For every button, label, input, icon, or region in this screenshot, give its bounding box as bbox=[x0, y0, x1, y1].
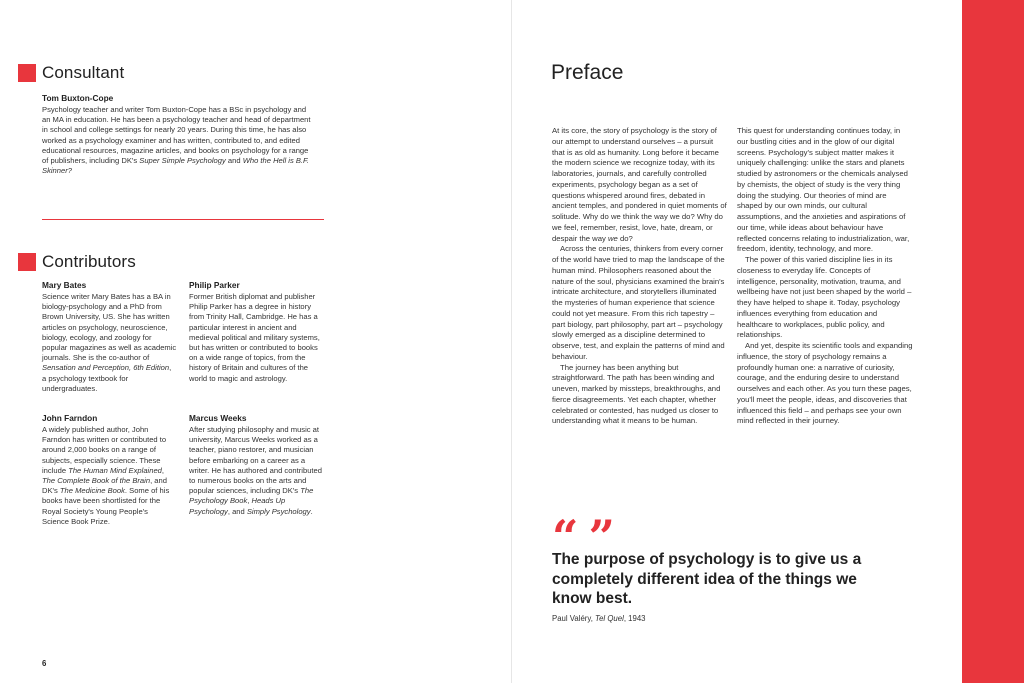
contributor-name: Marcus Weeks bbox=[189, 413, 247, 423]
contributor-bio: After studying philosophy and music at university, Marcus Weeks worked as a teacher, piano restorer, and musician before embarking on a career as a writer. He has authored and contributed to numerous books on the arts and popular sciences, including DK's The Psychology Book, Heads Up Psychology, and Simply Psychology. bbox=[189, 425, 322, 516]
red-edge-band bbox=[962, 0, 1024, 683]
contributor-name: John Farndon bbox=[42, 413, 98, 423]
preface-paragraph: And yet, despite its scientific tools and expanding influence, the story of psychology remains a profoundly human one: a narrative of curiosity, courage, and the enduring desire to understand ourselves and each other. As you turn these pages, you'll meet the people, ideas, and discoveries that influenced this field – and perhaps see your own mind reflected in their journey. bbox=[737, 341, 913, 426]
page-number: 6 bbox=[42, 659, 47, 668]
quote-marks bbox=[552, 514, 615, 542]
preface-paragraph: This quest for understanding continues today, in our bustling cities and in the glow of our digital screens. Psychology's subject matter makes it uniquely challenging: unlike the stars and planets studied by astronomers or the chemicals analysed by chemists, the object of study is the very thing doing the studying. Our theories of mind are shaped by our own minds, our cultural assumptions, and the anxieties and aspirations of our time, while ideas about behaviour have reflected concerns relating to industrialization, war, freedom, identity, technology, and more. bbox=[737, 126, 910, 254]
close-quote-icon: ” bbox=[588, 514, 615, 542]
contributor-name: Mary Bates bbox=[42, 280, 87, 290]
quote-attribution: Paul Valéry, Tel Quel, 1943 bbox=[552, 614, 646, 623]
consultant-block bbox=[42, 93, 312, 176]
preface-paragraph: The journey has been anything but straightforward. The path has been winding and uneven, marked by missteps, breakthroughs, and fierce disagreements. Yet each chapter, whether celebrated or contested, has nudged us closer to understanding what it means to be human. bbox=[552, 362, 721, 426]
contributor-bio: Science writer Mary Bates has a BA in biology-psychology and a PhD from Brown University, US. She has written articles on psychology, neuroscience, biology, ecology, and zoology for popular magazines as well as academic journals. She is the co-author of Sensation and Perception, 6th Edition, a psychology textbook for undergraduates. bbox=[42, 292, 177, 393]
consultant-title: Consultant bbox=[42, 63, 125, 82]
consultant-bio: Psychology teacher and writer Tom Buxton-Cope has a BSc in psychology and an MA in education. He has been a psychology teacher and head of department in school and college settings for nearly 20 years. During this time, he has also worked as a psychology examiner and has written, contributed to, and edited educational resources, magazine articles, and books on psychology for a range of publishers, including DK's Super Simple Psychology and Who the Hell is B.F. Skinner? bbox=[42, 105, 311, 176]
contributors-heading bbox=[18, 252, 136, 272]
contributor-bio: Former British diplomat and publisher Philip Parker has a degree in history from Trinity Hall, Cambridge. He has a particular interest in ancient and medieval political and military systems, but has written or contributed to books on a wide range of topics, from the history of Britain and cultures of the world to magic and astrology. bbox=[189, 292, 320, 383]
consultant-heading bbox=[18, 63, 124, 83]
contributor-john-farndon bbox=[42, 413, 177, 527]
preface-paragraph: Across the centuries, thinkers from every corner of the world have tried to map the landscape of the human mind. Philosophers reasoned about the nature of the soul, physicians examined the brain's intricate architecture, and storytellers illuminated the mysteries of human experience that science could not yet measure. From this rich tapestry – part biology, part philosophy, part art – psychology slowly emerged as a discipline determined to observe, test, and explain the patterns of mind and behaviour. bbox=[552, 244, 725, 361]
preface-column-1 bbox=[552, 126, 728, 427]
contributors-title: Contributors bbox=[42, 252, 136, 271]
open-quote-icon: “ bbox=[552, 514, 579, 542]
red-square-icon bbox=[18, 64, 36, 82]
preface-paragraph: The power of this varied discipline lies in its closeness to everyday life. Concepts of intelligence, personality, motivation, trauma, and wellbeing have not just been shaped by the world – they have helped to shape it. Today, psychology influences everything from education and healthcare to workplaces, public policy, and relationships. bbox=[737, 255, 912, 340]
consultant-name: Tom Buxton-Cope bbox=[42, 93, 114, 103]
contributor-philip-parker bbox=[189, 280, 324, 384]
red-square-icon bbox=[18, 253, 36, 271]
contributor-name: Philip Parker bbox=[189, 280, 240, 290]
preface-column-2 bbox=[737, 126, 913, 427]
contributor-bio: A widely published author, John Farndon has written or contributed to around 2,000 books on a range of subjects, especially science. These include The Human Mind Explained, The Complete Book of the Brain, and DK's The Medicine Book. Some of his books have been shortlisted for the Royal Society's Young People's Science Book Prize. bbox=[42, 425, 170, 526]
preface-paragraph: At its core, the story of psychology is the story of our attempt to understand ourselves – a pursuit that is as old as humanity. Long before it became the modern science we recognize today, with its laboratories, journals, and carefully controlled experiments, psychology began as a set of questions whispered around fires, debated in ancient temples, and pondered in quiet moments of solitude. Why do we think the way we do? Why do we feel, remember, resist, love, hate, dream, or despair the way we do? bbox=[552, 126, 727, 243]
contributor-mary-bates bbox=[42, 280, 177, 394]
section-divider bbox=[42, 219, 324, 220]
preface-title: Preface bbox=[551, 61, 624, 84]
page-gutter bbox=[511, 0, 512, 683]
contributor-marcus-weeks bbox=[189, 413, 324, 517]
pull-quote: The purpose of psychology is to give us a completely different idea of the things we know best. bbox=[552, 551, 862, 607]
